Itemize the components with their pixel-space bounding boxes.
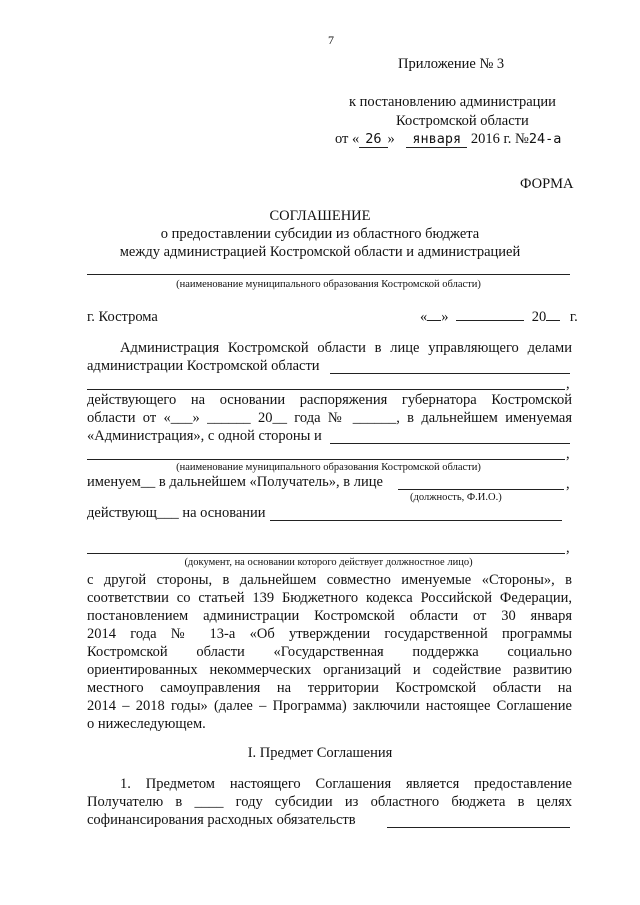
date-year: 2016 г. № — [470, 131, 529, 147]
position-caption: (должность, Ф.И.О.) — [410, 492, 502, 503]
comma-1: , — [566, 376, 570, 392]
date-blank-suffix: г. — [569, 309, 578, 325]
section1-line2: Получателю в ____ году субсидии из областного бюджета в целях — [87, 794, 572, 810]
p4-blank-b — [87, 553, 565, 554]
p2-line1: действующего на основании распоряжения губернатора Костромской — [87, 392, 572, 408]
place: г. Кострома — [87, 309, 158, 325]
p5-line: Костромской области «Государственная поддержка социально — [87, 644, 572, 660]
date-prefix: от « — [335, 131, 360, 147]
page-number: 7 — [328, 33, 334, 47]
section1-line1: 1. Предметом настоящего Соглашения является предоставление — [120, 776, 572, 792]
p2-blank-a — [330, 443, 570, 444]
decree-number: 24-а — [528, 131, 562, 147]
p1-line1: Администрация Костромской области в лице управляющего делами — [120, 340, 572, 356]
form-label: ФОРМА — [520, 176, 574, 192]
date-blank — [420, 309, 578, 326]
p2-line2: области от «___» ______ 20__ года № ______, в дальнейшем именуемая — [87, 410, 572, 426]
date-blank-open: « — [420, 309, 428, 325]
agreement-subtitle-2: между администрацией Костромской области и администрацией — [119, 244, 521, 260]
p5-line: 2014 года № 13-а «Об утверждении государственной программы — [87, 626, 572, 642]
p1-line2: администрации Костромской области — [87, 358, 320, 374]
agreement-title: СОГЛАШЕНИЕ — [269, 208, 371, 224]
municipality-caption: (наименование муниципального образования Костромской области) — [176, 279, 481, 290]
p5-line: постановлением администрации Костромской области от 30 января — [87, 608, 572, 624]
section1-title: I. Предмет Соглашения — [247, 745, 393, 761]
date-day: 26 — [359, 131, 387, 148]
p5-line: 2014 – 2018 годы» (далее – Программа) заключили настоящее Соглашение — [87, 698, 572, 714]
municipality-caption-2: (наименование муниципального образования Костромской области) — [176, 462, 481, 473]
date-mid: » — [387, 131, 395, 147]
date-month: января — [406, 131, 467, 148]
p4-line1: действующ___ на основании — [87, 505, 266, 521]
section1-line3: софинансирования расходных обязательств — [87, 812, 356, 828]
appendix-line1: к постановлению администрации — [349, 94, 556, 110]
p3-line1: именуем__ в дальнейшем «Получатель», в лице — [87, 474, 383, 490]
p5-line: соответствии со статьей 139 Бюджетного кодекса Российской Федерации, — [87, 590, 572, 606]
p1-blank-b — [87, 389, 565, 390]
p5-line: местного самоуправления на территории Костромской области на — [87, 680, 572, 696]
p3-blank — [398, 489, 564, 490]
municipality-blank — [87, 274, 570, 275]
comma-3: , — [566, 476, 570, 492]
agreement-subtitle-1: о предоставлении субсидии из областного бюджета — [160, 226, 480, 242]
appendix-title: Приложение № 3 — [398, 56, 505, 72]
section1-blank — [387, 827, 570, 828]
date-blank-year: 20 — [531, 309, 547, 325]
p2-line3: «Администрация», с одной стороны и — [87, 428, 322, 444]
p5-line: с другой стороны, в дальнейшем совместно именуемые «Стороны», в — [87, 572, 572, 588]
comma-2: , — [566, 446, 570, 462]
comma-4: , — [566, 540, 570, 556]
appendix-date — [335, 131, 561, 148]
date-blank-close: » — [441, 309, 449, 325]
appendix-line2: Костромской области — [396, 113, 529, 129]
p2-blank-b — [87, 459, 565, 460]
p5-last-line: о нижеследующем. — [87, 716, 206, 732]
document-caption: (документ, на основании которого действует должностное лицо) — [184, 557, 473, 568]
p5-line: ориентированных некоммерческих организаций и содействие развитию — [87, 662, 572, 678]
p1-blank-a — [330, 373, 570, 374]
p4-blank-a — [270, 520, 562, 521]
